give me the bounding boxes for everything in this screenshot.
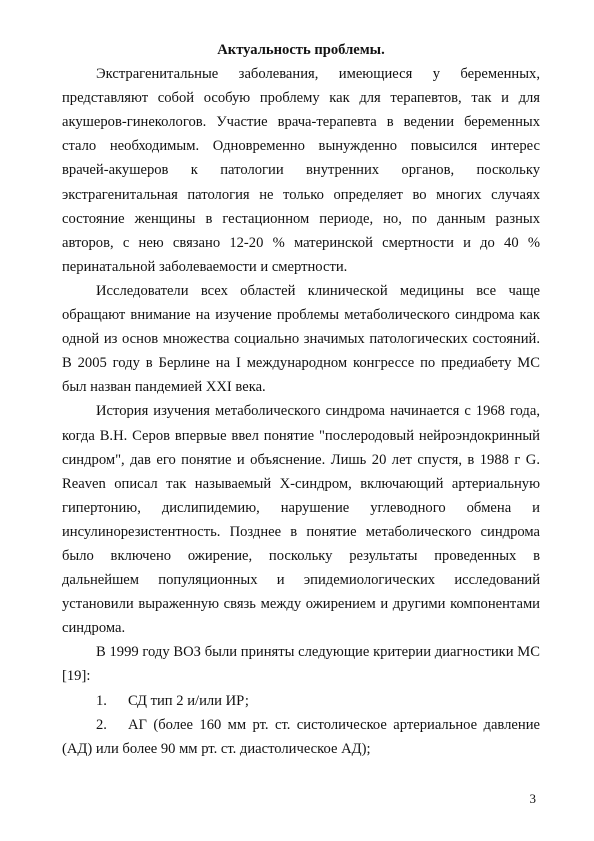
list-item-number: 1. bbox=[96, 692, 107, 709]
paragraph-extragenital: Экстрагенитальные заболевания, имеющиеся у беременных, представляют собой особую проблему как для терапевтов, так и для акушеров-гинекологов. Участие врача-терапевта в ведении беременных стало необходимым. Одновременно вынужденно повысился интерес врачей-акушеров к патологии внутренних органов, поскольку экстрагенитальная патология не только определяет во многих случаях состояние женщины в гестационном периоде, но, по данным разных авторов, с нею связано 12-20 % материнской смертности и до 40 % перинатальной заболеваемости и смертности. bbox=[62, 66, 540, 275]
page-number: 3 bbox=[529, 791, 536, 806]
criteria-list-item bbox=[62, 713, 540, 761]
paragraph-who-criteria: В 1999 году ВОЗ были приняты следующие критерии диагностики МС [19]: bbox=[62, 644, 540, 685]
list-item-text: СД тип 2 и/или ИР; bbox=[128, 692, 249, 709]
criteria-list-item bbox=[62, 689, 540, 713]
paragraph-history: История изучения метаболического синдрома начинается с 1968 года, когда В.Н. Серов впервые ввел понятие "послеродовый нейроэндокринный синдром", дав его понятие и объяснение. Лишь 20 лет спустя, в 1988 г G. Reaven описал так называемый Х-синдром, включающий артериальную гипертонию, дислипидемию, нарушение углеводного обмена и инсулинорезистентность. Позднее в понятие метаболического синдрома было включено ожирение, поскольку результаты проведенных в дальнейшем популяционных и эпидемиологических исследований установили выраженную связь между ожирением и другими компонентами синдрома. bbox=[62, 403, 540, 637]
document-title: Актуальность проблемы. bbox=[217, 42, 385, 58]
list-item-text: АГ (более 160 мм рт. ст. систолическое артериальное давление (АД) или более 90 мм рт. ст. диастолическое АД); bbox=[62, 716, 540, 757]
paragraph-metabolic-research: Исследователи всех областей клинической медицины все чаще обращают внимание на изучение проблемы метаболического синдрома как одной из основ множества социально значимых патологических состояний. В 2005 году в Берлине на I международном конгрессе по предиабету МС был назван пандемией XXI века. bbox=[62, 282, 540, 396]
list-item-number: 2. bbox=[96, 716, 107, 733]
document-page bbox=[62, 38, 540, 761]
